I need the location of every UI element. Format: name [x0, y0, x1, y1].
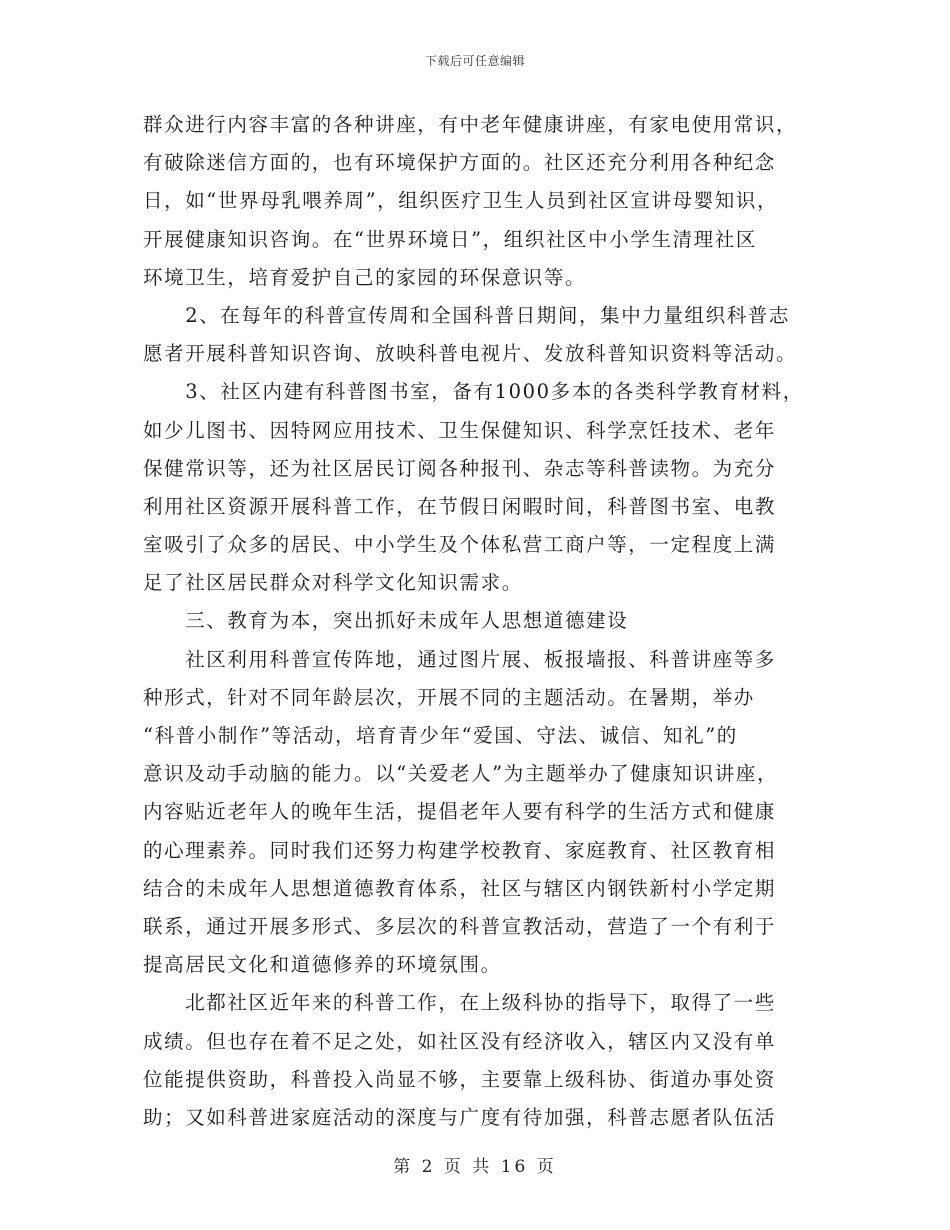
text-line: 3、社区内建有科普图书室，备有1000多本的各类科学教育材料，: [143, 380, 804, 404]
page-number: 第 2 页 共 16 页: [393, 1157, 557, 1177]
text-line: 提高居民文化和道德修养的环境氛围。: [143, 953, 502, 977]
text-line: 的心理素养。同时我们还努力构建学校教育、家庭教育、社区教育相: [143, 838, 777, 862]
text-line: 日，如“世界母乳喂养周”，组织医疗卫生人员到社区宣讲母婴知识，: [143, 189, 779, 213]
text-line: 位能提供资助，科普投入尚显不够，主要靠上级科协、街道办事处资: [143, 1067, 777, 1091]
text-line: 种形式，针对不同年龄层次，开展不同的主题活动。在暑期，举办: [143, 685, 755, 709]
text-line: 愿者开展科普知识咨询、放映科普电视片、发放科普知识资料等活动。: [143, 342, 798, 366]
text-line: 开展健康知识咨询。在“世界环境日”，组织社区中小学生清理社区: [143, 227, 757, 251]
page-header: 下载后可任意编辑: [424, 54, 525, 68]
text-line: 环境卫生，培育爱护自己的家园的环保意识等。: [143, 265, 587, 289]
text-line: “科普小制作”等活动，培育青少年“爱国、守法、诚信、知礼”的: [143, 724, 738, 747]
text-line: 北都社区近年来的科普工作，在上级科协的指导下，取得了一些: [143, 991, 777, 1015]
document-body: [143, 106, 811, 1137]
text-line: 群众进行内容丰富的各种讲座，有中老年健康讲座，有家电使用常识，: [143, 113, 798, 136]
text-line: 利用社区资源开展科普工作，在节假日闲暇时间，科普图书室、电教: [143, 494, 777, 518]
text-line: 保健常识等，还为社区居民订阅各种报刊、杂志等科普读物。为充分: [143, 456, 777, 480]
text-line: 如少儿图书、因特网应用技术、卫生保健知识、科学烹饪技术、老年: [143, 418, 777, 442]
text-line: 社区利用科普宣传阵地，通过图片展、板报墙报、科普讲座等多: [143, 647, 777, 671]
text-line: 室吸引了众多的居民、中小学生及个体私营工商户等，一定程度上满: [143, 533, 777, 557]
text-line: 内容贴近老年人的晚年生活，提倡老年人要有科学的生活方式和健康: [143, 800, 777, 824]
text-line: 联系，通过开展多形式、多层次的科普宣教活动，营造了一个有利于: [143, 914, 777, 938]
text-line: 意识及动手动脑的能力。以“关爱老人”为主题举办了健康知识讲座，: [143, 762, 779, 786]
section-heading: 三、教育为本，突出抓好未成年人思想道德建设: [143, 609, 629, 633]
text-line: 足了社区居民群众对科学文化知识需求。: [143, 571, 523, 595]
text-line: 结合的未成年人思想道德教育体系，社区与辖区内钢铁新村小学定期: [143, 876, 777, 900]
text-line: 有破除迷信方面的，也有环境保护方面的。社区还充分利用各种纪念: [143, 151, 777, 175]
text-line: 助；又如科普进家庭活动的深度与广度有待加强，科普志愿者队伍活: [143, 1105, 777, 1129]
text-line: 2、在每年的科普宣传周和全国科普日期间，集中力量组织科普志: [143, 303, 791, 327]
text-line: 成绩。但也存在着不足之处，如社区没有经济收入，辖区内又没有单: [143, 1029, 777, 1053]
